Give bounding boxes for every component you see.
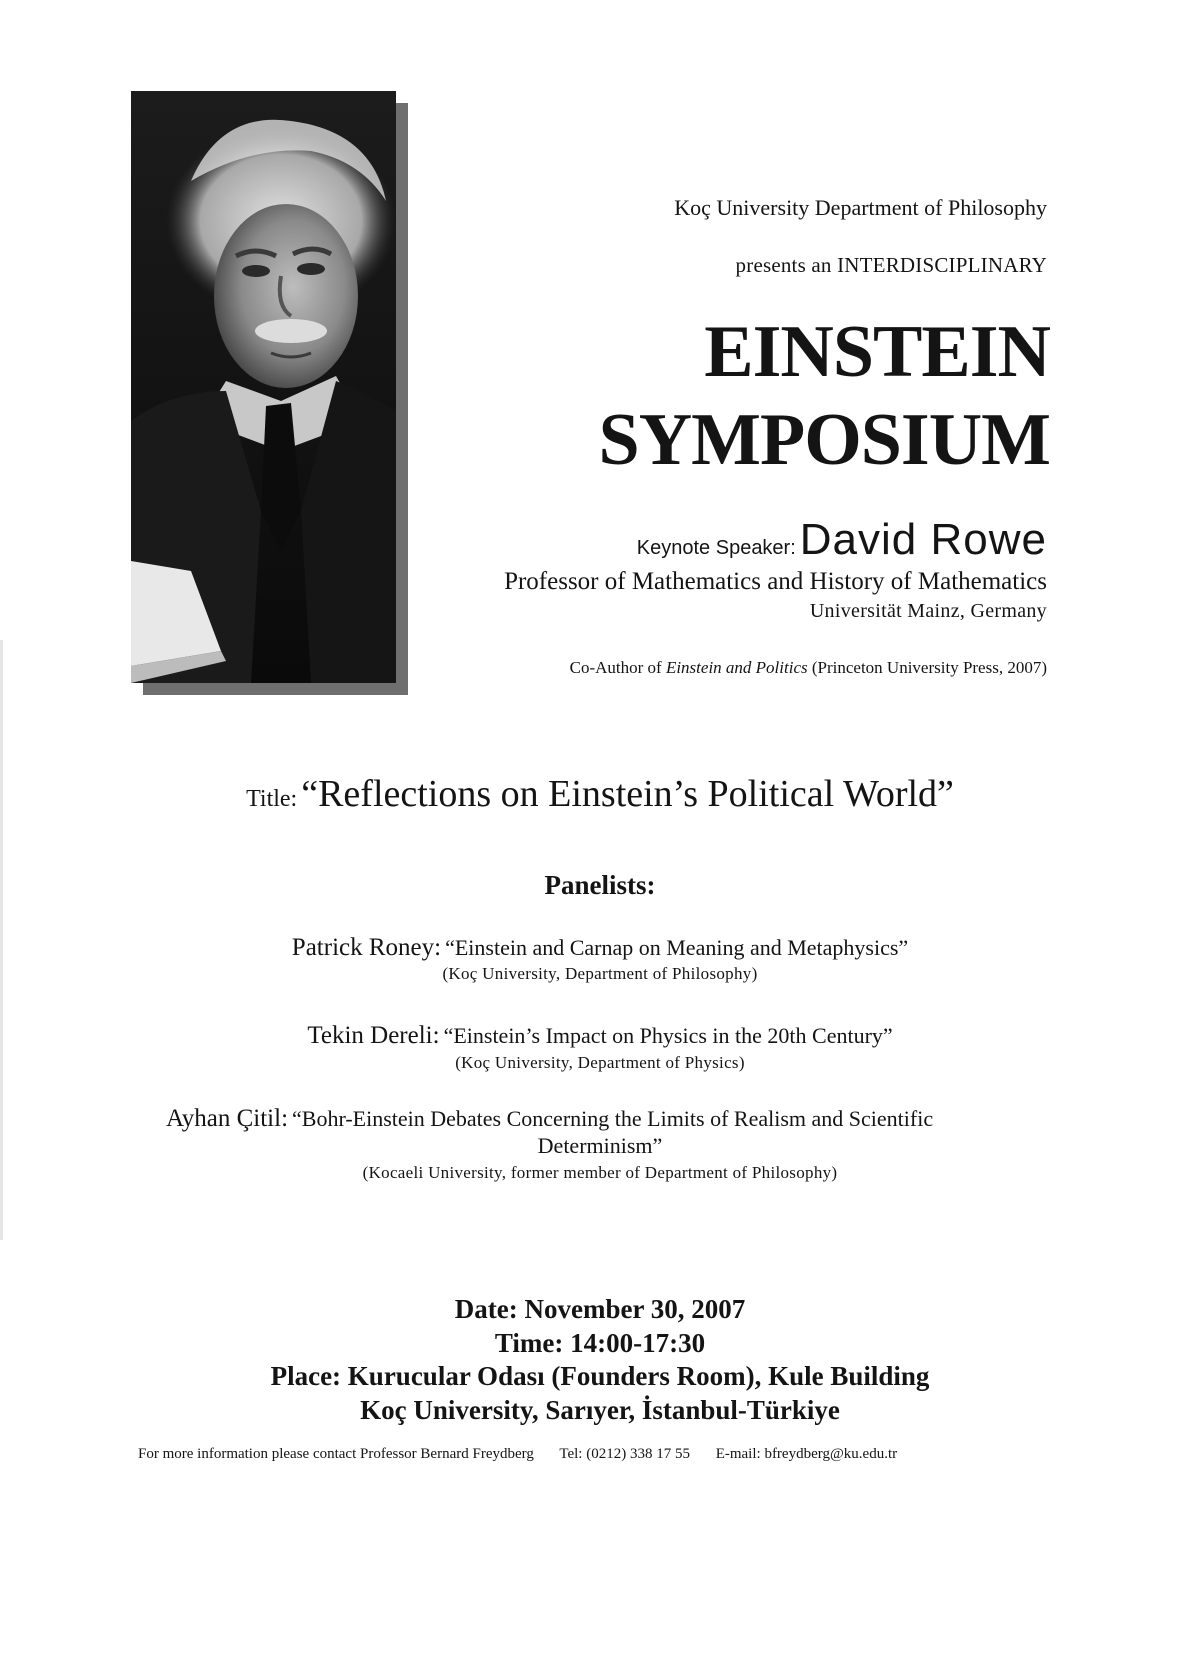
panelists-heading: Panelists:	[544, 870, 656, 900]
panelist-name: Ayhan Çitil:	[166, 1105, 289, 1132]
panelist-talk-continued: Determinism”	[537, 1133, 663, 1158]
panelist-affiliation: (Koç University, Department of Philosophy)	[442, 964, 758, 983]
talk-title-text: “Reflections on Einstein’s Political World”	[301, 773, 954, 815]
keynote-speaker	[637, 515, 1047, 565]
panelist-1	[0, 934, 1200, 962]
presents-line: presents an INTERDISCIPLINARY	[735, 253, 1047, 277]
talk-title-label: Title:	[246, 786, 298, 812]
event-time: Time: 14:00-17:30	[494, 1328, 706, 1358]
contact-phone: Tel: (0212) 338 17 55	[559, 1446, 690, 1462]
panelist-name: Patrick Roney:	[291, 934, 442, 961]
keynote-label: Keynote Speaker:	[636, 537, 796, 559]
talk-title	[0, 772, 1200, 816]
panelist-talk: “Einstein and Carnap on Meaning and Metaphysics”	[445, 935, 909, 960]
coauthor-prefix: Co-Author of	[569, 658, 666, 677]
contact-info: For more information please contact Professor Bernard Freydberg	[138, 1446, 534, 1462]
event-title-line2: SYMPOSIUM	[598, 399, 1050, 481]
coauthor-suffix: (Princeton University Press, 2007)	[807, 658, 1047, 677]
keynote-position: Professor of Mathematics and History of Mathematics	[504, 568, 1047, 595]
panelist-talk: “Einstein’s Impact on Physics in the 20th Century”	[443, 1023, 893, 1048]
event-title-line1: EINSTEIN	[704, 311, 1050, 393]
contact-line	[138, 1446, 919, 1463]
department-line: Koç University Department of Philosophy	[674, 195, 1047, 220]
event-location: Koç University, Sarıyer, İstanbul-Türkiye	[360, 1395, 840, 1425]
event-place: Place: Kurucular Odası (Founders Room), Kule Building	[270, 1361, 930, 1391]
keynote-coauthor	[570, 658, 1047, 678]
contact-email: E-mail: bfreydberg@ku.edu.tr	[715, 1446, 898, 1462]
panelist-2	[0, 1022, 1200, 1050]
panelist-affiliation: (Koç University, Department of Physics)	[455, 1053, 745, 1072]
book-title: Einstein and Politics	[665, 658, 808, 677]
event-date: Date: November 30, 2007	[454, 1294, 746, 1324]
panelist-name: Tekin Dereli:	[307, 1022, 440, 1049]
keynote-university: Universität Mainz, Germany	[809, 600, 1047, 622]
panelist-talk: “Bohr-Einstein Debates Concerning the Limits of Realism and Scientific	[292, 1106, 934, 1131]
panelist-affiliation: (Kocaeli University, former member of Department of Philosophy)	[362, 1163, 838, 1182]
einstein-portrait-photo	[131, 91, 396, 683]
panelist-3	[166, 1105, 933, 1133]
keynote-name: David Rowe	[799, 515, 1047, 564]
